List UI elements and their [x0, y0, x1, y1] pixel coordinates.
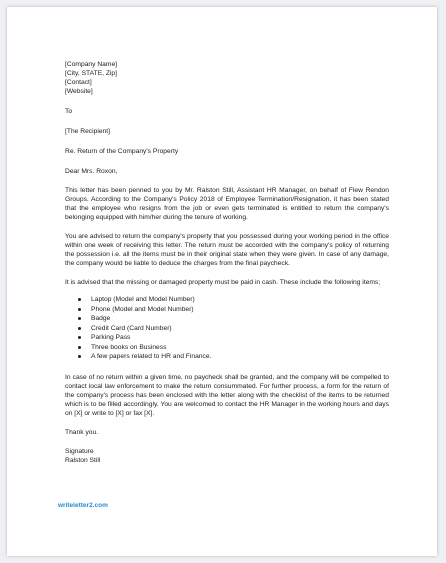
- closing-paragraph: In case of no return within a given time, no paycheck shall be granted, and the company will be compelled to contact local law enforcement to make the return consummated. For further process, a form for the return of the company's process has been enclosed with the letter along with the checklist of the items to be returned which is to be filled accordingly. You are welcomed to contact the HR Manager in the working hours and days on [X] or write to [X] or fax [X].: [65, 373, 389, 417]
- signature-label: Signature: [65, 447, 94, 455]
- thanks-line: Thank you.: [65, 428, 99, 436]
- subject-line: Re. Return of the Company's Property: [65, 148, 179, 155]
- list-item: A few papers related to HR and Finance.: [78, 352, 389, 362]
- sender-city-state-zip: [City, STATE, Zip]: [65, 70, 118, 77]
- body-paragraph-3: It is advised that the missing or damaged property must be paid in cash. These include the following items;: [65, 279, 381, 286]
- recipient: [The Recipient]: [65, 128, 110, 135]
- list-item: Laptop (Model and Model Number): [78, 295, 389, 305]
- list-item: Phone (Model and Model Number): [78, 305, 389, 315]
- body-paragraph-1: This letter has been penned to you by Mr. Ralston Still, Assistant HR Manager, on behalf of Flew Rendon Groups. According to the Company's Policy 2018 of Employee Termination/Resignation, it has been stated that the employee who resigns from the job or even gets terminated is entitled to return the company's belonging equipped with him/her during the tenure of working.: [65, 187, 389, 221]
- sender-address-block: [65, 60, 389, 96]
- property-list: [65, 295, 389, 362]
- salutation: Dear Mrs. Roxon,: [65, 168, 118, 175]
- list-item: Parking Pass: [78, 333, 389, 343]
- sender-contact: [Contact]: [65, 79, 92, 86]
- sender-website: [Website]: [65, 88, 93, 95]
- list-item: Three books on Business: [78, 343, 389, 353]
- list-item: Badge: [78, 314, 389, 324]
- body-paragraph-2: You are advised to return the company's property that you possessed during your working period in the office within one week of receiving this letter. The return must be accorded with the company's policy of returning the possession i.e. all the items must be in their original state when they were given. In case of any damage, the company would be liable to deduce the charges from the final paycheck.: [65, 233, 389, 267]
- list-item: Credit Card (Card Number): [78, 324, 389, 334]
- letter-page: [7, 7, 437, 556]
- footer-website-link[interactable]: writeletter2.com: [58, 502, 108, 509]
- to-label: To: [65, 108, 73, 115]
- signer-name: Ralston Still: [65, 456, 101, 464]
- sender-company-name: [Company Name]: [65, 61, 118, 68]
